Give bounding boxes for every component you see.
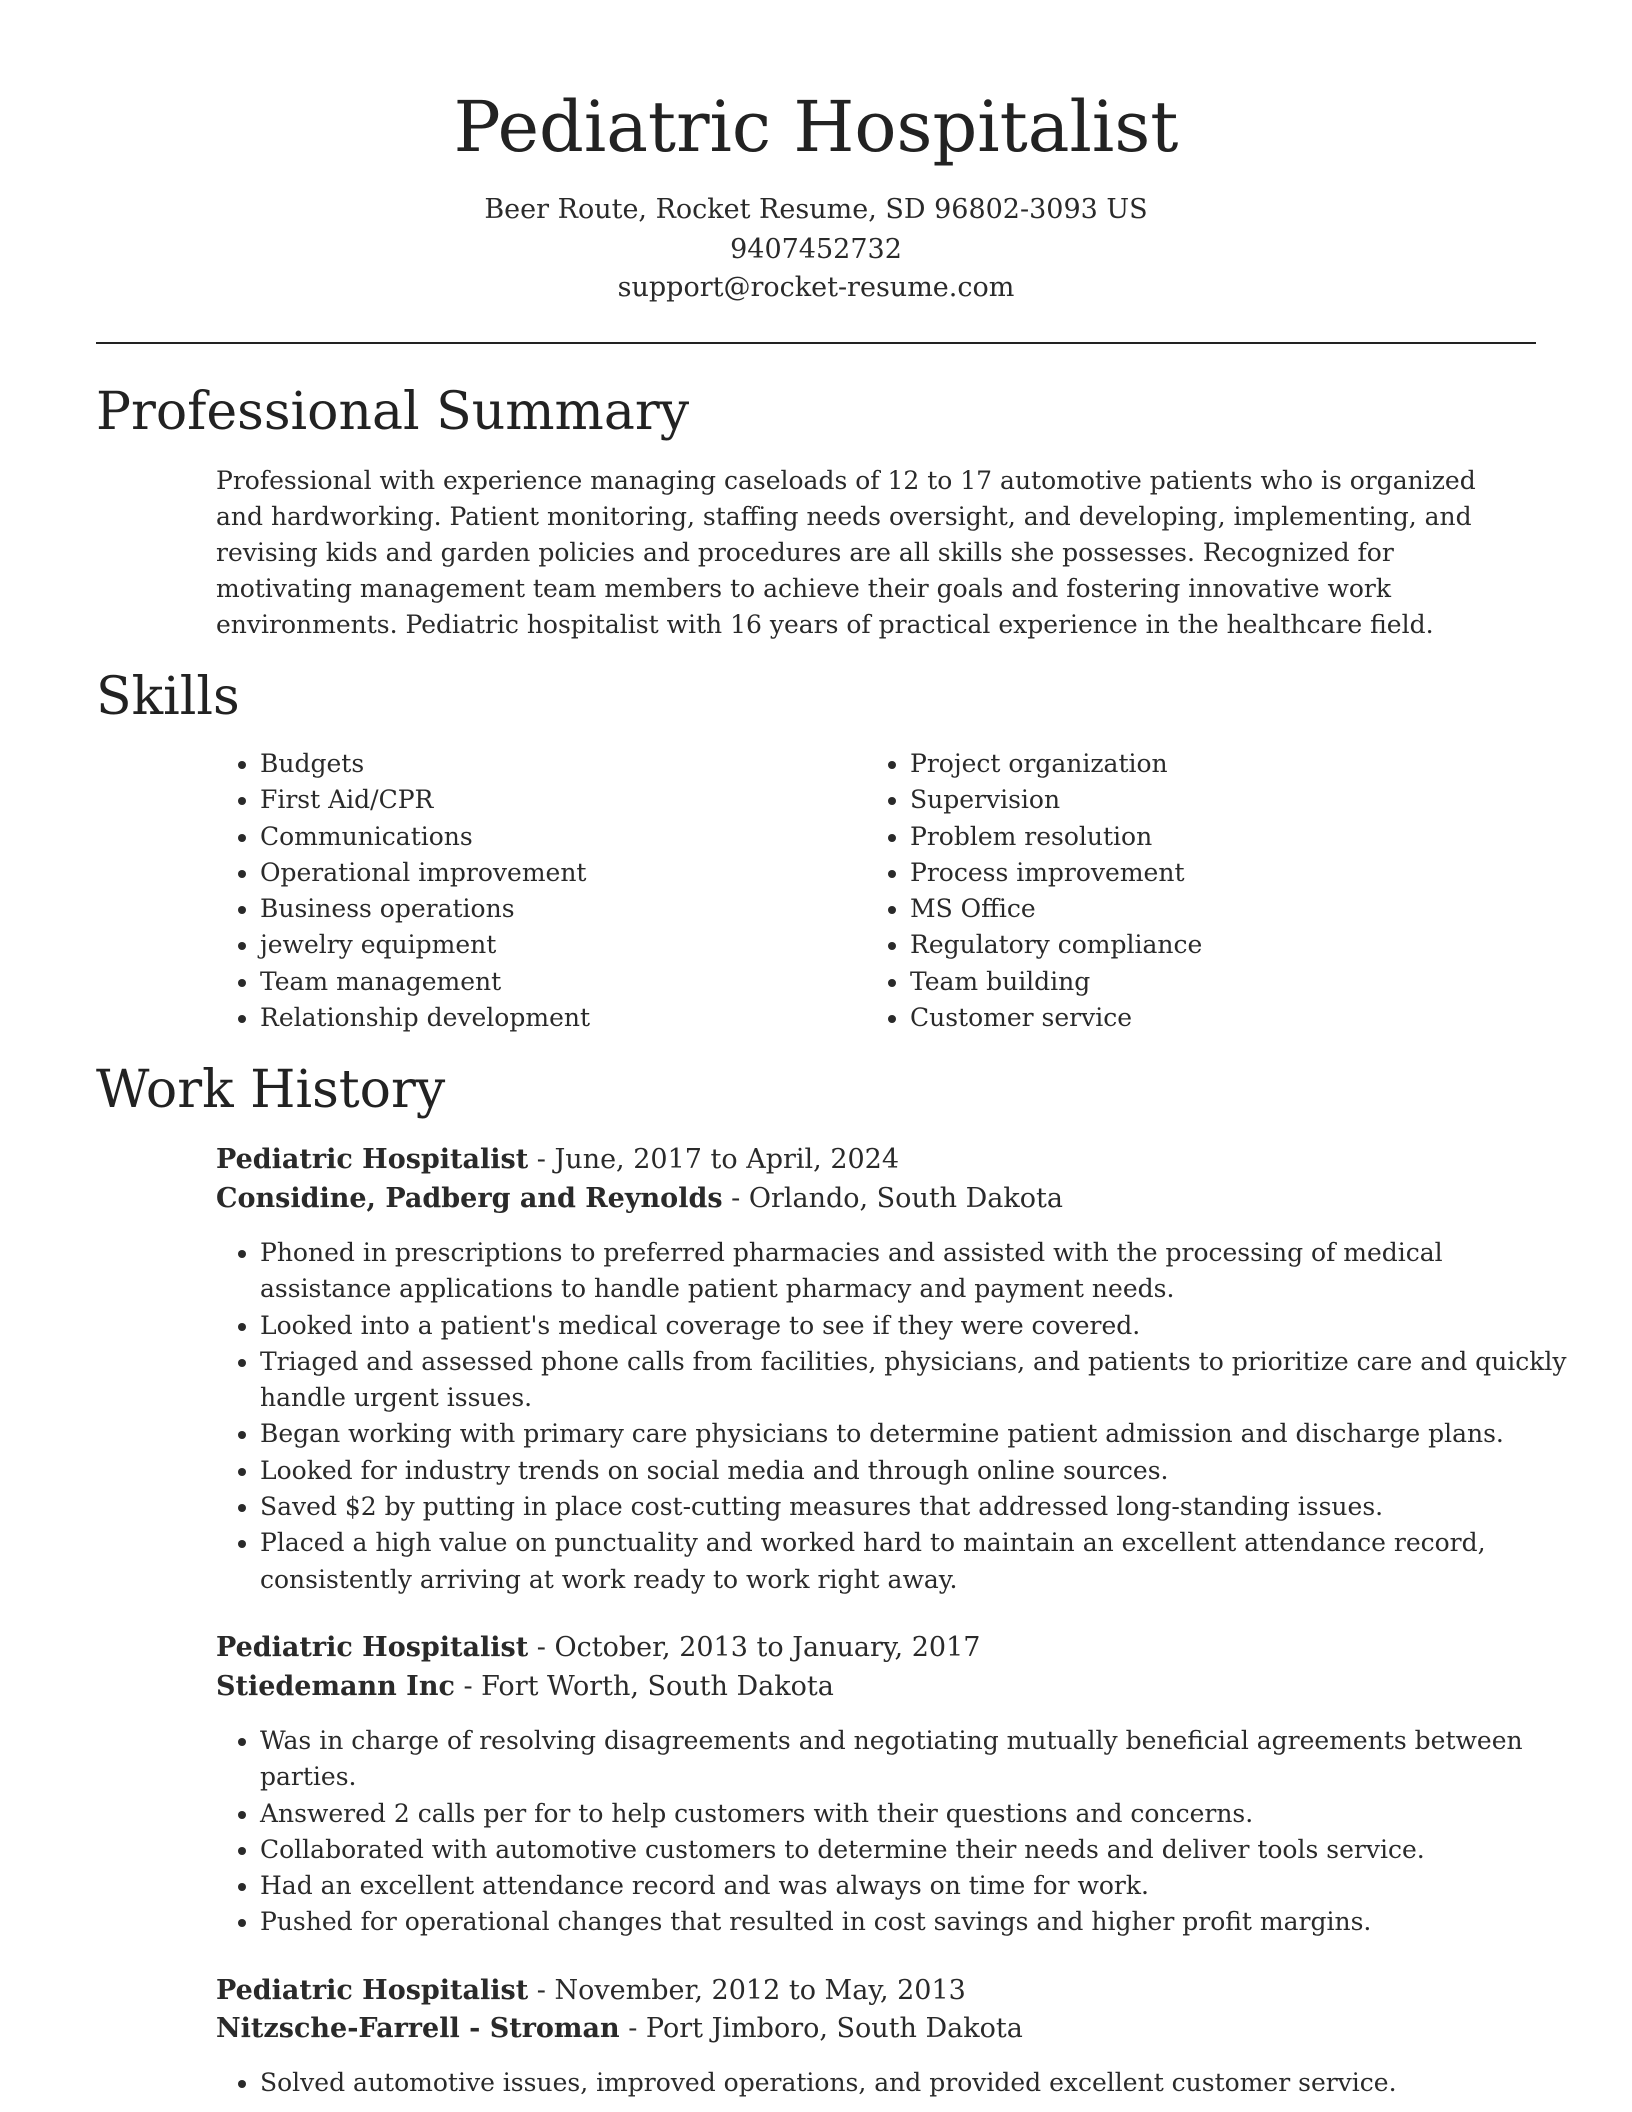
job-bullet: • Began working with primary care physicians to determine patient admission and discharge plans.: [260, 1416, 1570, 1452]
contact-email: support@rocket-resume.com: [617, 272, 1015, 303]
header-divider: [96, 342, 1536, 344]
job-bullet: • Was in charge of resolving disagreements and negotiating mutually beneficial agreements between parties.: [260, 1723, 1570, 1796]
job-company: Considine, Padberg and Reynolds: [216, 1183, 723, 1214]
job-title-line: [216, 1629, 980, 1667]
job-bullet: • Saved $2 by putting in place cost-cutting measures that addressed long-standing issues.: [260, 1489, 1570, 1525]
job-bullet: • Placed a high value on punctuality and worked hard to maintain an excellent attendance record, consistently arriving at work ready to work right away.: [260, 1525, 1570, 1598]
skill-item: • Process improvement: [910, 855, 1510, 891]
skill-item: • Relationship development: [260, 1000, 840, 1036]
skill-item: • Team management: [260, 964, 840, 1000]
job-bullet: • Looked into a patient's medical coverage to see if they were covered.: [260, 1308, 1570, 1344]
skill-item: • First Aid/CPR: [260, 782, 840, 818]
job-location: - Port Jimboro, South Dakota: [619, 2013, 1023, 2044]
job-title-line: [216, 1141, 899, 1179]
job-bullet: • Collaborated with automotive customers to determine their needs and deliver tools service.: [260, 1832, 1570, 1868]
contact-phone: 9407452732: [730, 234, 902, 265]
job-dates: - October, 2013 to January, 2017: [528, 1632, 981, 1663]
contact-address: Beer Route, Rocket Resume, SD 96802-3093 US: [484, 194, 1148, 225]
skill-item: • Project organization: [910, 746, 1510, 782]
job-bullets: [216, 1235, 1570, 1598]
job-location: - Orlando, South Dakota: [722, 1183, 1063, 1214]
job-company: Stiedemann Inc: [216, 1671, 455, 1702]
job-title: Pediatric Hospitalist: [216, 1975, 529, 2006]
skill-item: • jewelry equipment: [260, 927, 840, 963]
summary-heading: Professional Summary: [96, 382, 690, 442]
skill-item: • Communications: [260, 819, 840, 855]
skill-item: • MS Office: [910, 891, 1510, 927]
skill-item: • Regulatory compliance: [910, 927, 1510, 963]
skills-list-left: [216, 746, 840, 1036]
job-company-line: [216, 2010, 1023, 2048]
job-company-line: [216, 1180, 1063, 1218]
job-bullet: • Solved automotive issues, improved operations, and provided excellent customer service.: [260, 2065, 1570, 2101]
skill-item: • Team building: [910, 964, 1510, 1000]
job-dates: - November, 2012 to May, 2013: [528, 1975, 966, 2006]
job-company-line: [216, 1668, 834, 1706]
job-bullet: • Phoned in prescriptions to preferred pharmacies and assisted with the processing of medical assistance applications to handle patient pharmacy and payment needs.: [260, 1235, 1570, 1308]
job-bullet: • Had an excellent attendance record and was always on time for work.: [260, 1868, 1570, 1904]
skill-item: • Problem resolution: [910, 819, 1510, 855]
job-bullets: [216, 1723, 1570, 1941]
job-title-line: [216, 1972, 966, 2010]
job-dates: - June, 2017 to April, 2024: [528, 1144, 900, 1175]
work-history-heading: Work History: [96, 1060, 446, 1120]
skill-item: • Operational improvement: [260, 855, 840, 891]
candidate-name: Pediatric Hospitalist: [453, 86, 1179, 168]
skill-item: • Customer service: [910, 1000, 1510, 1036]
job-location: - Fort Worth, South Dakota: [454, 1671, 834, 1702]
job-bullets: [216, 2065, 1570, 2101]
skill-item: • Supervision: [910, 782, 1510, 818]
skills-list-right: [866, 746, 1510, 1036]
skill-item: • Budgets: [260, 746, 840, 782]
skills-heading: Skills: [96, 667, 240, 727]
job-bullet: • Answered 2 calls per for to help customers with their questions and concerns.: [260, 1796, 1570, 1832]
job-bullet: • Triaged and assessed phone calls from facilities, physicians, and patients to prioritize care and quickly handle urgent issues.: [260, 1344, 1570, 1417]
summary-text: Professional with experience managing caseloads of 12 to 17 automotive patients who is organized and hardworking. Patient monitoring, staffing needs oversight, and developing, implementing, and revising kids and garden policies and procedures are all skills she possesses. Recognized for motivating management team members to achieve their goals and fostering innovative work environments. Pediatric hospitalist with 16 years of practical experience in the healthcare field.: [216, 466, 1476, 639]
job-bullet: • Pushed for operational changes that resulted in cost savings and higher profit margins.: [260, 1904, 1570, 1940]
job-bullet: • Looked for industry trends on social media and through online sources.: [260, 1453, 1570, 1489]
skill-item: • Business operations: [260, 891, 840, 927]
job-title: Pediatric Hospitalist: [216, 1144, 529, 1175]
job-company: Nitzsche-Farrell - Stroman: [216, 2013, 620, 2044]
job-title: Pediatric Hospitalist: [216, 1632, 529, 1663]
